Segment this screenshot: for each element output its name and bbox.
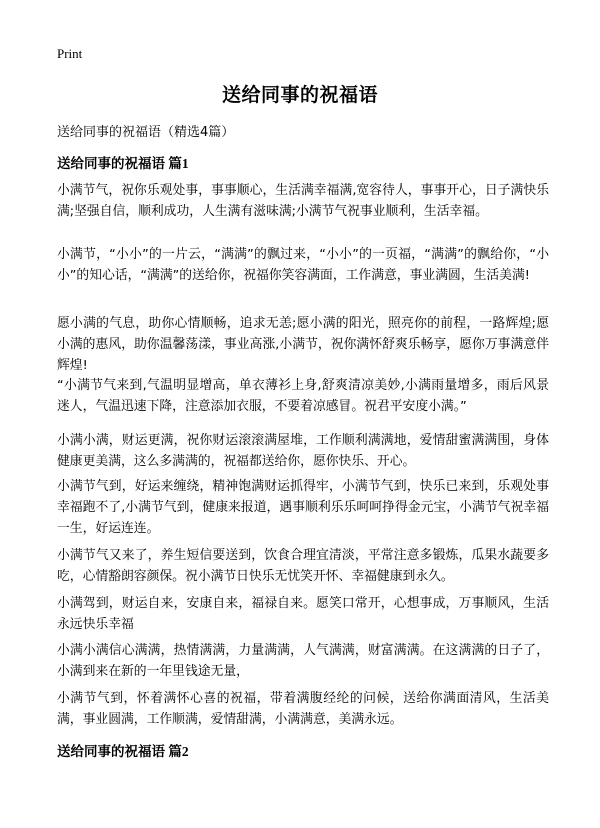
section-heading-1: 送给同事的祝福语 篇1: [57, 156, 189, 171]
paragraph: 小满节气到，怀着满怀心喜的祝福，带着满腹经纶的问候，送给你满面清风，生活美满，事业圆满，工作顺满，爱情甜满，小满满意，美满永远。: [57, 691, 549, 727]
page-title: 送给同事的祝福语: [221, 84, 378, 106]
print-link[interactable]: Print: [57, 46, 83, 61]
paragraph: “小满节气来到,气温明显增高，单衣薄衫上身,舒爽清凉美妙,小满雨量增多，雨后风景迷人，气温迅速下降，注意添加衣服，不要着凉感冒。祝君平安度小满。”: [57, 378, 549, 414]
paragraph: 小满节，“小小”的一片云，“满满”的飘过来，“小小”的一页福，“满满”的飘给你，“小小”的知心话，“满满”的送给你，祝福你笑容满面，工作满意，事业满圆，生活美满!: [57, 247, 549, 283]
paragraph: 小满节气，祝你乐观处事，事事顺心，生活满幸福满,宽容待人，事事开心，日子满快乐满;坚强自信，顺利成功，人生满有滋味满;小满节气祝事业顺利，生活幸福。: [57, 183, 549, 219]
paragraph: 小满驾到，财运自来，安康自来，福禄自来。愿笑口常开，心想事成，万事顺风，生活永远快乐幸福: [57, 596, 549, 632]
subtitle: 送给同事的祝福语（精选4篇）: [57, 125, 235, 140]
paragraph: 小满小满信心满满，热情满满，力量满满，人气满满，财富满满。在这满满的日子了，小满到来在新的一年里钱途无量，: [57, 643, 549, 679]
paragraph: 小满小满，财运更满，祝你财运滚滚满屋堆，工作顺利满满地，爱情甜蜜满满围，身体健康更美满，这么多满满的，祝福都送给你，愿你快乐、开心。: [57, 433, 549, 469]
section-heading-2: 送给同事的祝福语 篇2: [57, 744, 189, 759]
paragraph: 小满节气又来了，养生短信要送到，饮食合理宜清淡，平常注意多锻炼，瓜果水蔬要多吃，心情豁朗容颜保。祝小满节日快乐无忧笑开怀、幸福健康到永久。: [57, 548, 549, 584]
paragraph: 愿小满的气息，助你心情顺畅，追求无恙;愿小满的阳光，照亮你的前程，一路辉煌;愿小满的惠风，助你温馨荡漾，事业高涨,小满节，祝你满怀舒爽乐畅享，愿你万事满意伴辉煌!: [57, 316, 549, 373]
paragraph: 小满节气到，好运来缠绕，精神饱满财运抓得牢，小满节气到，快乐已来到，乐观处事幸福跑不了,小满节气到，健康来报道，遇事顺利乐乐呵呵挣得金元宝，小满节气祝幸福一生，好运连连。: [57, 479, 549, 536]
